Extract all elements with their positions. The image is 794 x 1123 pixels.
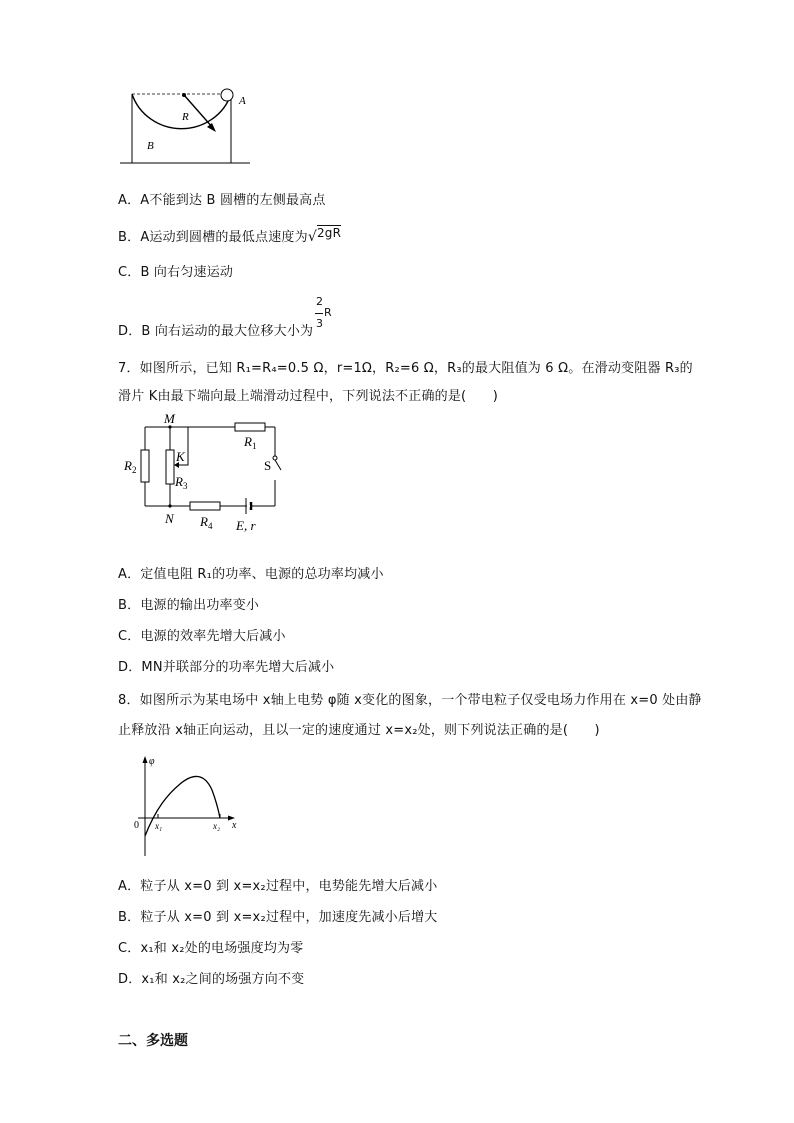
q6-option-c: C．B 向右匀速运动 <box>118 265 234 280</box>
label-r2: $R_2$ <box>124 458 137 475</box>
label-x1: x₁ <box>155 821 163 831</box>
q7-stem-line2: 滑片 K由最下端向最上端滑动过程中，下列说法不正确的是( ) <box>118 389 499 404</box>
switch-s-contact <box>273 456 277 460</box>
resistor-r3 <box>166 450 174 484</box>
label-b: B <box>147 140 154 152</box>
q7-option-b: B．电源的输出功率变小 <box>118 598 260 613</box>
q8-stem-line1: 8．如图所示为某电场中 x轴上电势 φ随 x变化的图象，一个带电粒子仅受电场力作用在 x=0 处由静 <box>118 693 702 708</box>
resistor-r4 <box>190 502 220 510</box>
label-r: R <box>182 111 189 123</box>
q7-option-c: C．电源的效率先增大后减小 <box>118 629 286 644</box>
label-m: M <box>164 411 175 426</box>
label-n: N <box>165 511 174 526</box>
label-s: S <box>264 458 272 473</box>
q8-option-a: A．粒子从 x=0 到 x=x₂过程中，电势能先增大后减小 <box>118 879 438 894</box>
groove-figure <box>115 82 255 168</box>
switch-s-blade <box>275 460 281 470</box>
sqrt-symbol: √ <box>307 229 317 245</box>
q6-option-a: A．A不能到达 B 圆槽的左侧最高点 <box>118 193 326 208</box>
y-axis-arrow <box>143 756 148 763</box>
sqrt-radicand: 2gR <box>316 226 342 240</box>
q8-stem-line2: 止释放沿 x轴正向运动，且以一定的速度通过 x=x₂处，则下列说法正确的是( ) <box>118 723 600 738</box>
radius-arrowhead <box>207 123 216 132</box>
fraction-bar <box>315 313 323 314</box>
potential-graph <box>128 752 243 862</box>
q7-option-d: D．MN并联部分的功率先增大后减小 <box>118 660 335 675</box>
label-x2: x₂ <box>213 821 221 831</box>
label-r3: $R_3$ <box>175 474 188 491</box>
q8-option-b: B．粒子从 x=0 到 x=x₂过程中，加速度先减小后增大 <box>118 910 438 925</box>
label-k: K <box>176 449 185 464</box>
junction-n <box>168 504 171 507</box>
fraction-r: R <box>324 306 332 319</box>
ball-a <box>221 89 233 101</box>
label-a: A <box>239 95 246 107</box>
label-r1: $R_1$ <box>244 434 257 451</box>
resistor-r2 <box>141 450 149 482</box>
section-heading: 二、多选题 <box>118 1033 188 1049</box>
q8-option-c: C．x₁和 x₂处的电场强度均为零 <box>118 941 304 956</box>
label-phi: φ <box>149 756 155 767</box>
fraction-numerator: 2 <box>316 295 323 308</box>
q7-stem-line1: 7．如图所示，已知 R₁=R₄=0.5 Ω，r=1Ω，R₂=6 Ω，R₃的最大阻值为 6 Ω。在滑动变阻器 R₃的 <box>118 361 693 376</box>
q8-option-d: D．x₁和 x₂之间的场强方向不变 <box>118 972 305 987</box>
q7-option-a: A．定值电阻 R₁的功率、电源的总功率均减小 <box>118 567 384 582</box>
resistor-r1 <box>235 423 265 431</box>
fraction-denominator: 3 <box>316 317 323 330</box>
q6-option-b-text: B．A运动到圆槽的最低点速度为 <box>118 230 308 245</box>
label-er: E, r <box>236 518 256 533</box>
q6-option-b <box>118 226 341 245</box>
label-origin: 0 <box>134 820 139 831</box>
label-r4: $R_4$ <box>200 514 213 531</box>
q6-option-d: D．B 向右运动的最大位移大小为 <box>118 324 314 339</box>
circuit-figure <box>118 410 298 540</box>
label-x: x <box>232 820 237 831</box>
